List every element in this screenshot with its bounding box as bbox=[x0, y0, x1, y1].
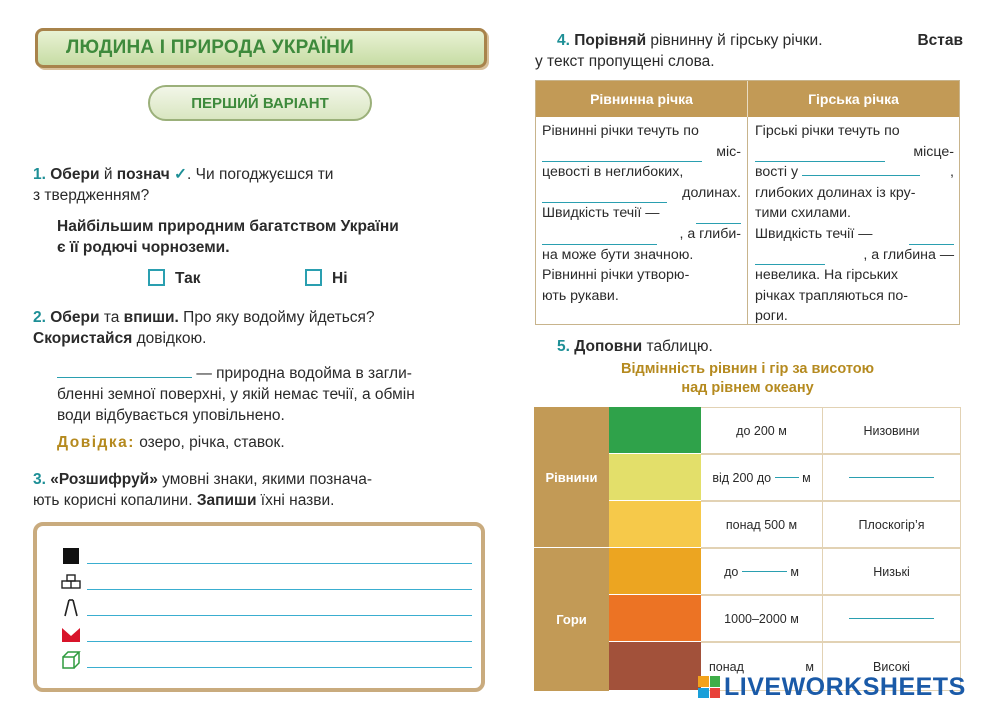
range-blank[interactable] bbox=[742, 571, 787, 572]
task2-text bbox=[57, 363, 489, 426]
option-no-label: Ні bbox=[332, 270, 348, 287]
title-banner bbox=[35, 28, 487, 68]
task4-text2: у текст пропущені слова. bbox=[535, 53, 715, 70]
task2-answer-blank[interactable] bbox=[57, 377, 192, 378]
mountain-line10: роги. bbox=[755, 308, 788, 325]
range-text-b: м bbox=[790, 564, 799, 579]
range-cell: до 200 м bbox=[701, 407, 823, 454]
plain-line5: Швидкість течії — bbox=[542, 205, 660, 222]
task2-line2: бленні земної поверхні, у якій немає течії, а обмін bbox=[57, 386, 415, 403]
mountain-line6: Швидкість течії — bbox=[755, 225, 873, 242]
mountain-line1: Гірські річки течуть по bbox=[755, 123, 900, 139]
name-cell: Низькі bbox=[823, 548, 961, 595]
task1-text2: з твердженням? bbox=[33, 187, 150, 204]
range-cell bbox=[701, 454, 823, 501]
mountain-line4: глибоких долинах із кру- bbox=[755, 184, 916, 201]
task2-instruction bbox=[33, 307, 493, 349]
option-yes[interactable] bbox=[148, 268, 200, 289]
mountain-line8: невелика. На гірських bbox=[755, 267, 899, 284]
task3-text1: умовні знаки, якими познача- bbox=[162, 471, 372, 488]
task1-verb2: познач bbox=[116, 166, 170, 183]
statement-line1: Найбільшим природним багатством України bbox=[57, 218, 399, 235]
task2-number: 2. bbox=[33, 309, 46, 326]
symbol-row-ore bbox=[57, 624, 472, 644]
plain-river-text bbox=[536, 117, 748, 325]
symbol-row-coal bbox=[57, 546, 472, 566]
task3-verb2: Запиши bbox=[196, 492, 257, 509]
mountain-line3: вості у bbox=[755, 164, 799, 181]
range-cell bbox=[701, 548, 823, 595]
table-title-line1: Відмінність рівнин і гір за висотою bbox=[620, 361, 875, 377]
task2-reference bbox=[57, 432, 285, 453]
mountain-line5: тими схилами. bbox=[755, 205, 851, 222]
task1-statement bbox=[57, 216, 487, 258]
checkbox-yes[interactable] bbox=[148, 269, 165, 286]
answer-line-2[interactable] bbox=[87, 589, 472, 590]
liveworksheets-logo-icon bbox=[698, 676, 720, 698]
col-plain-river: Рівнинна річка bbox=[536, 81, 748, 117]
river-compare-table bbox=[535, 80, 960, 325]
plain-blank-4[interactable] bbox=[542, 224, 657, 245]
color-swatch-low-mountains bbox=[609, 548, 701, 595]
checkmark-icon: ✓ bbox=[174, 166, 188, 183]
variant-label: ПЕРШИЙ ВАРІАНТ bbox=[191, 94, 329, 112]
task3-number: 3. bbox=[33, 471, 46, 488]
task3-instruction bbox=[33, 469, 493, 511]
checkbox-no[interactable] bbox=[305, 269, 322, 286]
symbol-row-salt bbox=[57, 650, 472, 670]
mountain-blank-1[interactable] bbox=[755, 142, 885, 163]
oil-rig-symbol-icon bbox=[61, 599, 81, 617]
range-text-b: м bbox=[805, 659, 814, 674]
task2-line1: — природна водойма в загли- bbox=[196, 365, 412, 382]
mountain-blank-4[interactable] bbox=[755, 245, 825, 266]
name-cell: Високі bbox=[823, 642, 961, 691]
task5-instruction bbox=[557, 336, 713, 357]
plain-line9: ють рукави. bbox=[542, 287, 619, 304]
reference-label: Довідка: bbox=[57, 434, 135, 451]
variant-badge bbox=[148, 85, 372, 121]
name-blank[interactable] bbox=[849, 477, 934, 478]
page-title: ЛЮДИНА І ПРИРОДА УКРАЇНИ bbox=[66, 37, 354, 58]
task2-hint-verb: Скористайся bbox=[33, 330, 133, 347]
color-swatch-plateau bbox=[609, 501, 701, 548]
task3-text3: їхні назви. bbox=[260, 492, 335, 509]
reference-text: озеро, річка, ставок. bbox=[139, 434, 285, 451]
black-square-symbol-icon bbox=[61, 547, 81, 565]
heights-table-title bbox=[535, 360, 960, 398]
compare-table-header bbox=[536, 81, 959, 117]
symbol-row-oil bbox=[57, 598, 472, 618]
plain-line4: долинах. bbox=[682, 184, 741, 201]
plain-blank-2[interactable] bbox=[542, 183, 667, 204]
symbol-row-bricks bbox=[57, 572, 472, 592]
answer-line-5[interactable] bbox=[87, 667, 472, 668]
mountain-blank-3[interactable] bbox=[909, 224, 954, 245]
answer-line-1[interactable] bbox=[87, 563, 472, 564]
task1-text1: . Чи погоджуєшся ти bbox=[187, 166, 334, 183]
mountain-river-text bbox=[749, 117, 960, 325]
answer-line-4[interactable] bbox=[87, 641, 472, 642]
heights-table bbox=[534, 407, 961, 691]
color-swatch-lowland bbox=[609, 407, 701, 454]
col-mountain-river: Гірська річка bbox=[808, 91, 899, 107]
task1-and: й bbox=[103, 166, 113, 183]
range-blank[interactable] bbox=[775, 477, 799, 478]
range-text-a: від 200 до bbox=[712, 470, 772, 485]
color-swatch-mid-mountains bbox=[609, 595, 701, 642]
task2-line3: води відбувається уповільнено. bbox=[57, 407, 285, 424]
mountain-line3-comma: , bbox=[950, 164, 954, 181]
group-mountains: Гори bbox=[534, 548, 609, 691]
red-ore-symbol-icon bbox=[61, 625, 81, 643]
color-swatch-upland bbox=[609, 454, 701, 501]
task3-text2: ють корисні копалини. bbox=[33, 492, 193, 509]
statement-line2: є її родючі чорноземи. bbox=[57, 239, 230, 256]
task4-verb2: Встав bbox=[917, 32, 963, 49]
task4-verb1: Порівняй bbox=[574, 32, 647, 49]
liveworksheets-logo bbox=[698, 672, 966, 702]
plain-line6: , а глиби- bbox=[679, 225, 741, 242]
task4-number: 4. bbox=[557, 32, 570, 49]
plain-blank-1[interactable] bbox=[542, 142, 702, 163]
plain-line8: Рівнинні річки утворю- bbox=[542, 267, 690, 284]
task1-verb1: Обери bbox=[50, 166, 100, 183]
task3-verb1: «Розшифруй» bbox=[50, 471, 158, 488]
range-text-b: м bbox=[802, 470, 811, 485]
task4-text1: рівнинну й гірську річки. bbox=[650, 32, 823, 49]
range-text-a: до bbox=[724, 564, 739, 579]
mountain-line2: місце- bbox=[913, 143, 954, 160]
mountain-blank-2[interactable] bbox=[802, 175, 920, 176]
range-text-a: понад bbox=[709, 659, 744, 674]
answer-line-3[interactable] bbox=[87, 615, 472, 616]
task2-verb2: впиши. bbox=[123, 309, 179, 326]
group-plains: Рівнини bbox=[534, 407, 609, 548]
task2-hint-rest: довідкою. bbox=[136, 330, 207, 347]
name-cell: Низовини bbox=[823, 407, 961, 454]
green-cube-symbol-icon bbox=[61, 651, 81, 669]
task2-verb1: Обери bbox=[50, 309, 100, 326]
range-cell: понад 500 м bbox=[701, 501, 823, 548]
option-yes-label: Так bbox=[175, 270, 201, 287]
name-blank[interactable] bbox=[849, 618, 934, 619]
task2-and: та bbox=[103, 309, 120, 326]
mineral-symbols-box bbox=[33, 522, 485, 692]
name-cell: Плоскогір’я bbox=[823, 501, 961, 548]
task1-number: 1. bbox=[33, 166, 46, 183]
table-title-line2: над рівнем океану bbox=[681, 380, 814, 396]
plain-line3: цевості в неглибоких, bbox=[542, 164, 684, 181]
plain-blank-3[interactable] bbox=[696, 203, 741, 224]
name-cell bbox=[823, 595, 961, 642]
plain-line1: Рівнинні річки течуть по bbox=[542, 123, 699, 139]
mountain-line9: річках трапляються по- bbox=[755, 287, 909, 304]
plain-line7: на може бути значною. bbox=[542, 246, 694, 263]
task1-instruction bbox=[33, 164, 488, 206]
plain-line2: міс- bbox=[716, 143, 741, 160]
option-no[interactable] bbox=[305, 268, 348, 289]
task5-text: таблицю. bbox=[646, 338, 713, 355]
task5-number: 5. bbox=[557, 338, 570, 355]
bricks-symbol-icon bbox=[61, 573, 81, 591]
color-swatch-high-mountains bbox=[609, 642, 701, 691]
name-cell bbox=[823, 454, 961, 501]
mountain-line7: , а глибина — bbox=[863, 246, 954, 263]
range-cell: 1000–2000 м bbox=[701, 595, 823, 642]
task4-instruction bbox=[535, 30, 963, 72]
task5-verb: Доповни bbox=[574, 338, 643, 355]
watermark-text: LIVEWORKSHEETS bbox=[724, 672, 966, 701]
task2-question: Про яку водойму йдеться? bbox=[183, 309, 375, 326]
